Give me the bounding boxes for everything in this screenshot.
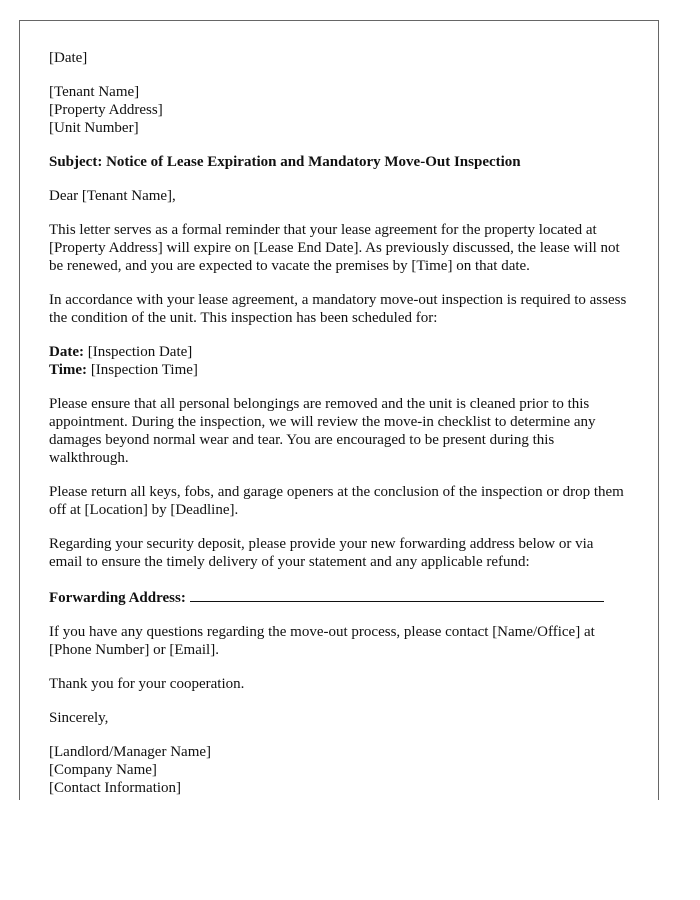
paragraph-preparation: Please ensure that all personal belongings are removed and the unit is cleaned prior to this appointment. During the inspection, we will review the move-in checklist to determine any damages beyond normal wear and tear. You are encouraged to be present during this walkthrough. — [49, 396, 596, 466]
recipient-address: [Property Address] — [49, 102, 163, 118]
inspection-time-line — [49, 361, 628, 379]
recipient-name: [Tenant Name] — [49, 84, 140, 100]
inspection-date-value: [Inspection Date] — [83, 344, 193, 360]
recipient-block — [49, 83, 628, 137]
paragraph-inspection-intro: In accordance with your lease agreement, a mandatory move-out inspection is required to assess the condition of the unit. This inspection has been scheduled for: — [49, 292, 627, 326]
paragraph-lease-expiration: This letter serves as a formal reminder that your lease agreement for the property located at [Property Address] will expire on [Lease End Date]. As previously discussed, the lease will not be renewed, and you are expected to vacate the premises by [Time] on that date. — [49, 222, 620, 274]
letter-subject: Subject: Notice of Lease Expiration and Mandatory Move-Out Inspection — [49, 154, 521, 170]
inspection-time-label: Time: — [49, 362, 88, 378]
letter-salutation: Dear [Tenant Name], — [49, 188, 176, 204]
inspection-time-value: [Inspection Time] — [87, 362, 198, 378]
paragraph-keys-return: Please return all keys, fobs, and garage openers at the conclusion of the inspection or drop them off at [Location] by [Deadline]. — [49, 484, 624, 518]
signature-contact: [Contact Information] — [49, 780, 182, 796]
paragraph-security-deposit: Regarding your security deposit, please provide your new forwarding address below or via email to ensure the timely delivery of your statement and any applicable refund: — [49, 536, 594, 570]
inspection-date-label: Date: — [49, 344, 84, 360]
letter-date-block — [49, 49, 628, 67]
paragraph-contact: If you have any questions regarding the move-out process, please contact [Name/Office] at [Phone Number] or [Email]. — [49, 624, 595, 658]
inspection-date-line — [49, 343, 628, 361]
recipient-unit: [Unit Number] — [49, 120, 139, 136]
letter-thanks: Thank you for your cooperation. — [49, 676, 245, 692]
signature-block — [49, 743, 628, 797]
inspection-schedule — [49, 343, 628, 379]
forwarding-address-line — [49, 587, 628, 607]
letter-date: [Date] — [49, 50, 88, 66]
letter-page — [19, 20, 659, 800]
signature-company: [Company Name] — [49, 762, 157, 778]
forwarding-address-label: Forwarding Address: — [49, 590, 186, 606]
forwarding-address-blank[interactable] — [190, 587, 604, 602]
signature-name: [Landlord/Manager Name] — [49, 744, 212, 760]
letter-closing: Sincerely, — [49, 710, 109, 726]
